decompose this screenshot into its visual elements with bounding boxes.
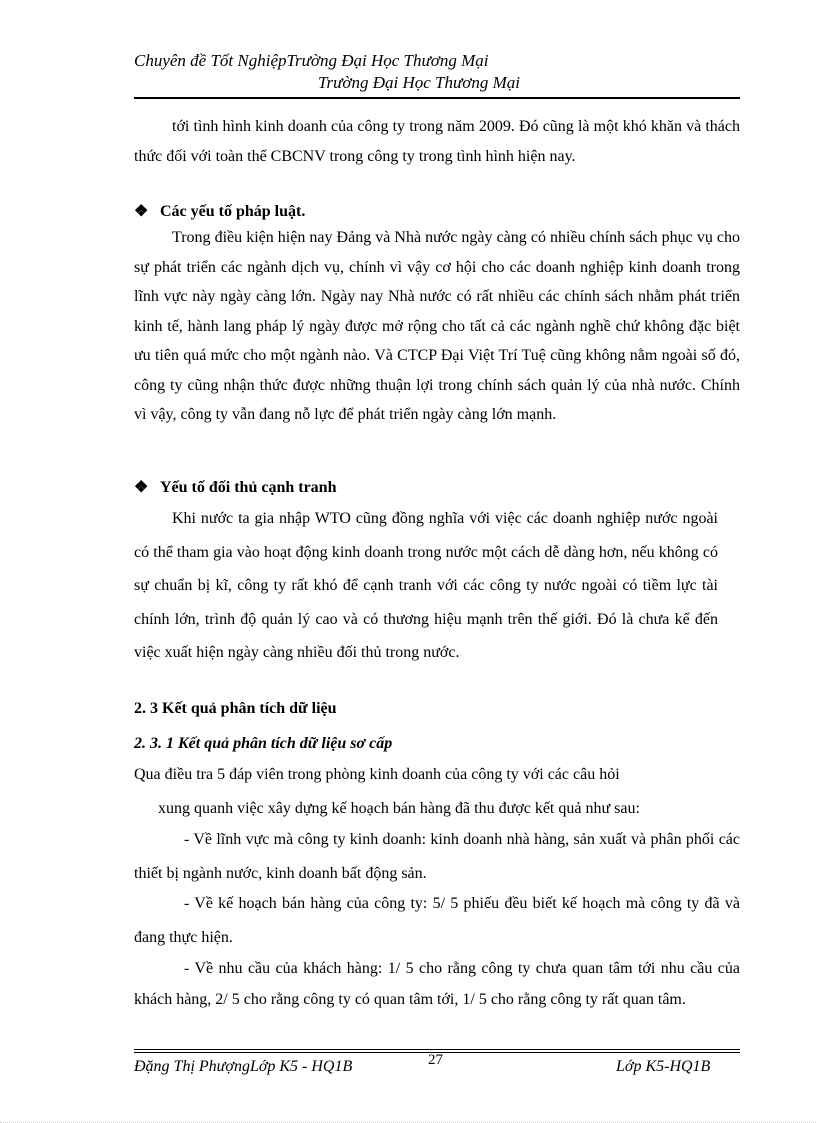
heading-competitors [134, 476, 336, 500]
diamond-bullet-icon: ❖ [134, 479, 149, 496]
footer-author: Đặng Thị PhượngLớp K5 - HQ1B [134, 1058, 353, 1075]
subsection-heading-2-3-1: 2. 3. 1 Kết quả phân tích dữ liệu sơ cấp [134, 735, 393, 752]
survey-intro-line2: xung quanh việc xây dựng kế hoạch bán hàng đã thu được kết quả như sau: [158, 800, 640, 817]
paragraph-legal-factors: Trong điều kiện hiện nay Đảng và Nhà nước ngày càng có nhiều chính sách phục vụ cho sự phát triển các ngành dịch vụ, chính vì vậy cơ hội cho các doanh nghiệp kinh doanh trong lĩnh vực này ngày càng lớn. Ngày nay Nhà nước có rất nhiều các chính sách nhằm phát triển kinh tế, hành lang pháp lý ngày được mở rộng cho tất cả các ngành nghề chứ không đặc biệt ưu tiên quá mức cho một ngành nào. Và CTCP Đại Việt Trí Tuệ cũng không nằm ngoài số đó, công ty cũng nhận thức được những thuận lợi trong chính sách quản lý của nhà nước. Chính vì vậy, công ty vẫn đang nỗ lực để phát triển ngày càng lớn mạnh. [134, 229, 740, 423]
survey-intro-line1: Qua điều tra 5 đáp viên trong phòng kinh doanh của công ty với các câu hỏi [134, 766, 620, 783]
paragraph-competitors: Khi nước ta gia nhập WTO cũng đồng nghĩa với việc các doanh nghiệp nước ngoài có thể tham gia vào hoạt động kinh doanh trong nước một cách dễ dàng hơn, nếu không có sự chuẩn bị kĩ, công ty rất khó để cạnh tranh với các công ty nước ngoài có tiềm lực tài chính lớn, trình độ quản lý cao và có thương hiệu mạnh trên thế giới. Đó là chưa kể đến việc xuất hiện ngày càng nhiều đối thủ trong nước. [134, 510, 718, 661]
survey-item-sales-plan: - Về kế hoạch bán hàng của công ty: 5/ 5 phiếu đều biết kế hoạch mà công ty đã và đang thực hiện. [134, 895, 740, 946]
paragraph-market-impact: tới tình hình kinh doanh của công ty trong năm 2009. Đó cũng là một khó khăn và thách thức đối với toàn thể CBCNV trong công ty trong tình hình hiện nay. [134, 118, 740, 165]
footer-rule-top [134, 1049, 740, 1050]
footer-page-number: 27 [428, 1052, 443, 1068]
heading-legal-factors [134, 200, 305, 224]
heading-legal-factors-text: Các yếu tố pháp luật. [160, 203, 306, 220]
footer-class: Lớp K5-HQ1B [616, 1058, 711, 1075]
heading-competitors-text: Yếu tố đối thủ cạnh tranh [160, 479, 337, 496]
header-title-line1: Chuyên đề Tốt NghiệpTrường Đại Học Thương Mại [134, 51, 489, 70]
survey-item-business-field: - Về lĩnh vực mà công ty kinh doanh: kinh doanh nhà hàng, sản xuất và phân phối các thiết bị ngành nước, kinh doanh bất động sản. [134, 831, 740, 882]
header-title-line2: Trường Đại Học Thương Mại [318, 73, 520, 92]
diamond-bullet-icon: ❖ [134, 203, 149, 220]
survey-item-customer-needs: - Về nhu cầu của khách hàng: 1/ 5 cho rằng công ty chưa quan tâm tới nhu cầu của khách hàng, 2/ 5 cho rằng công ty có quan tâm tới, 1/ 5 cho rằng công ty rất quan tâm. [134, 960, 740, 1008]
header-rule [134, 97, 740, 99]
section-heading-2-3: 2. 3 Kết quả phân tích dữ liệu [134, 700, 337, 717]
